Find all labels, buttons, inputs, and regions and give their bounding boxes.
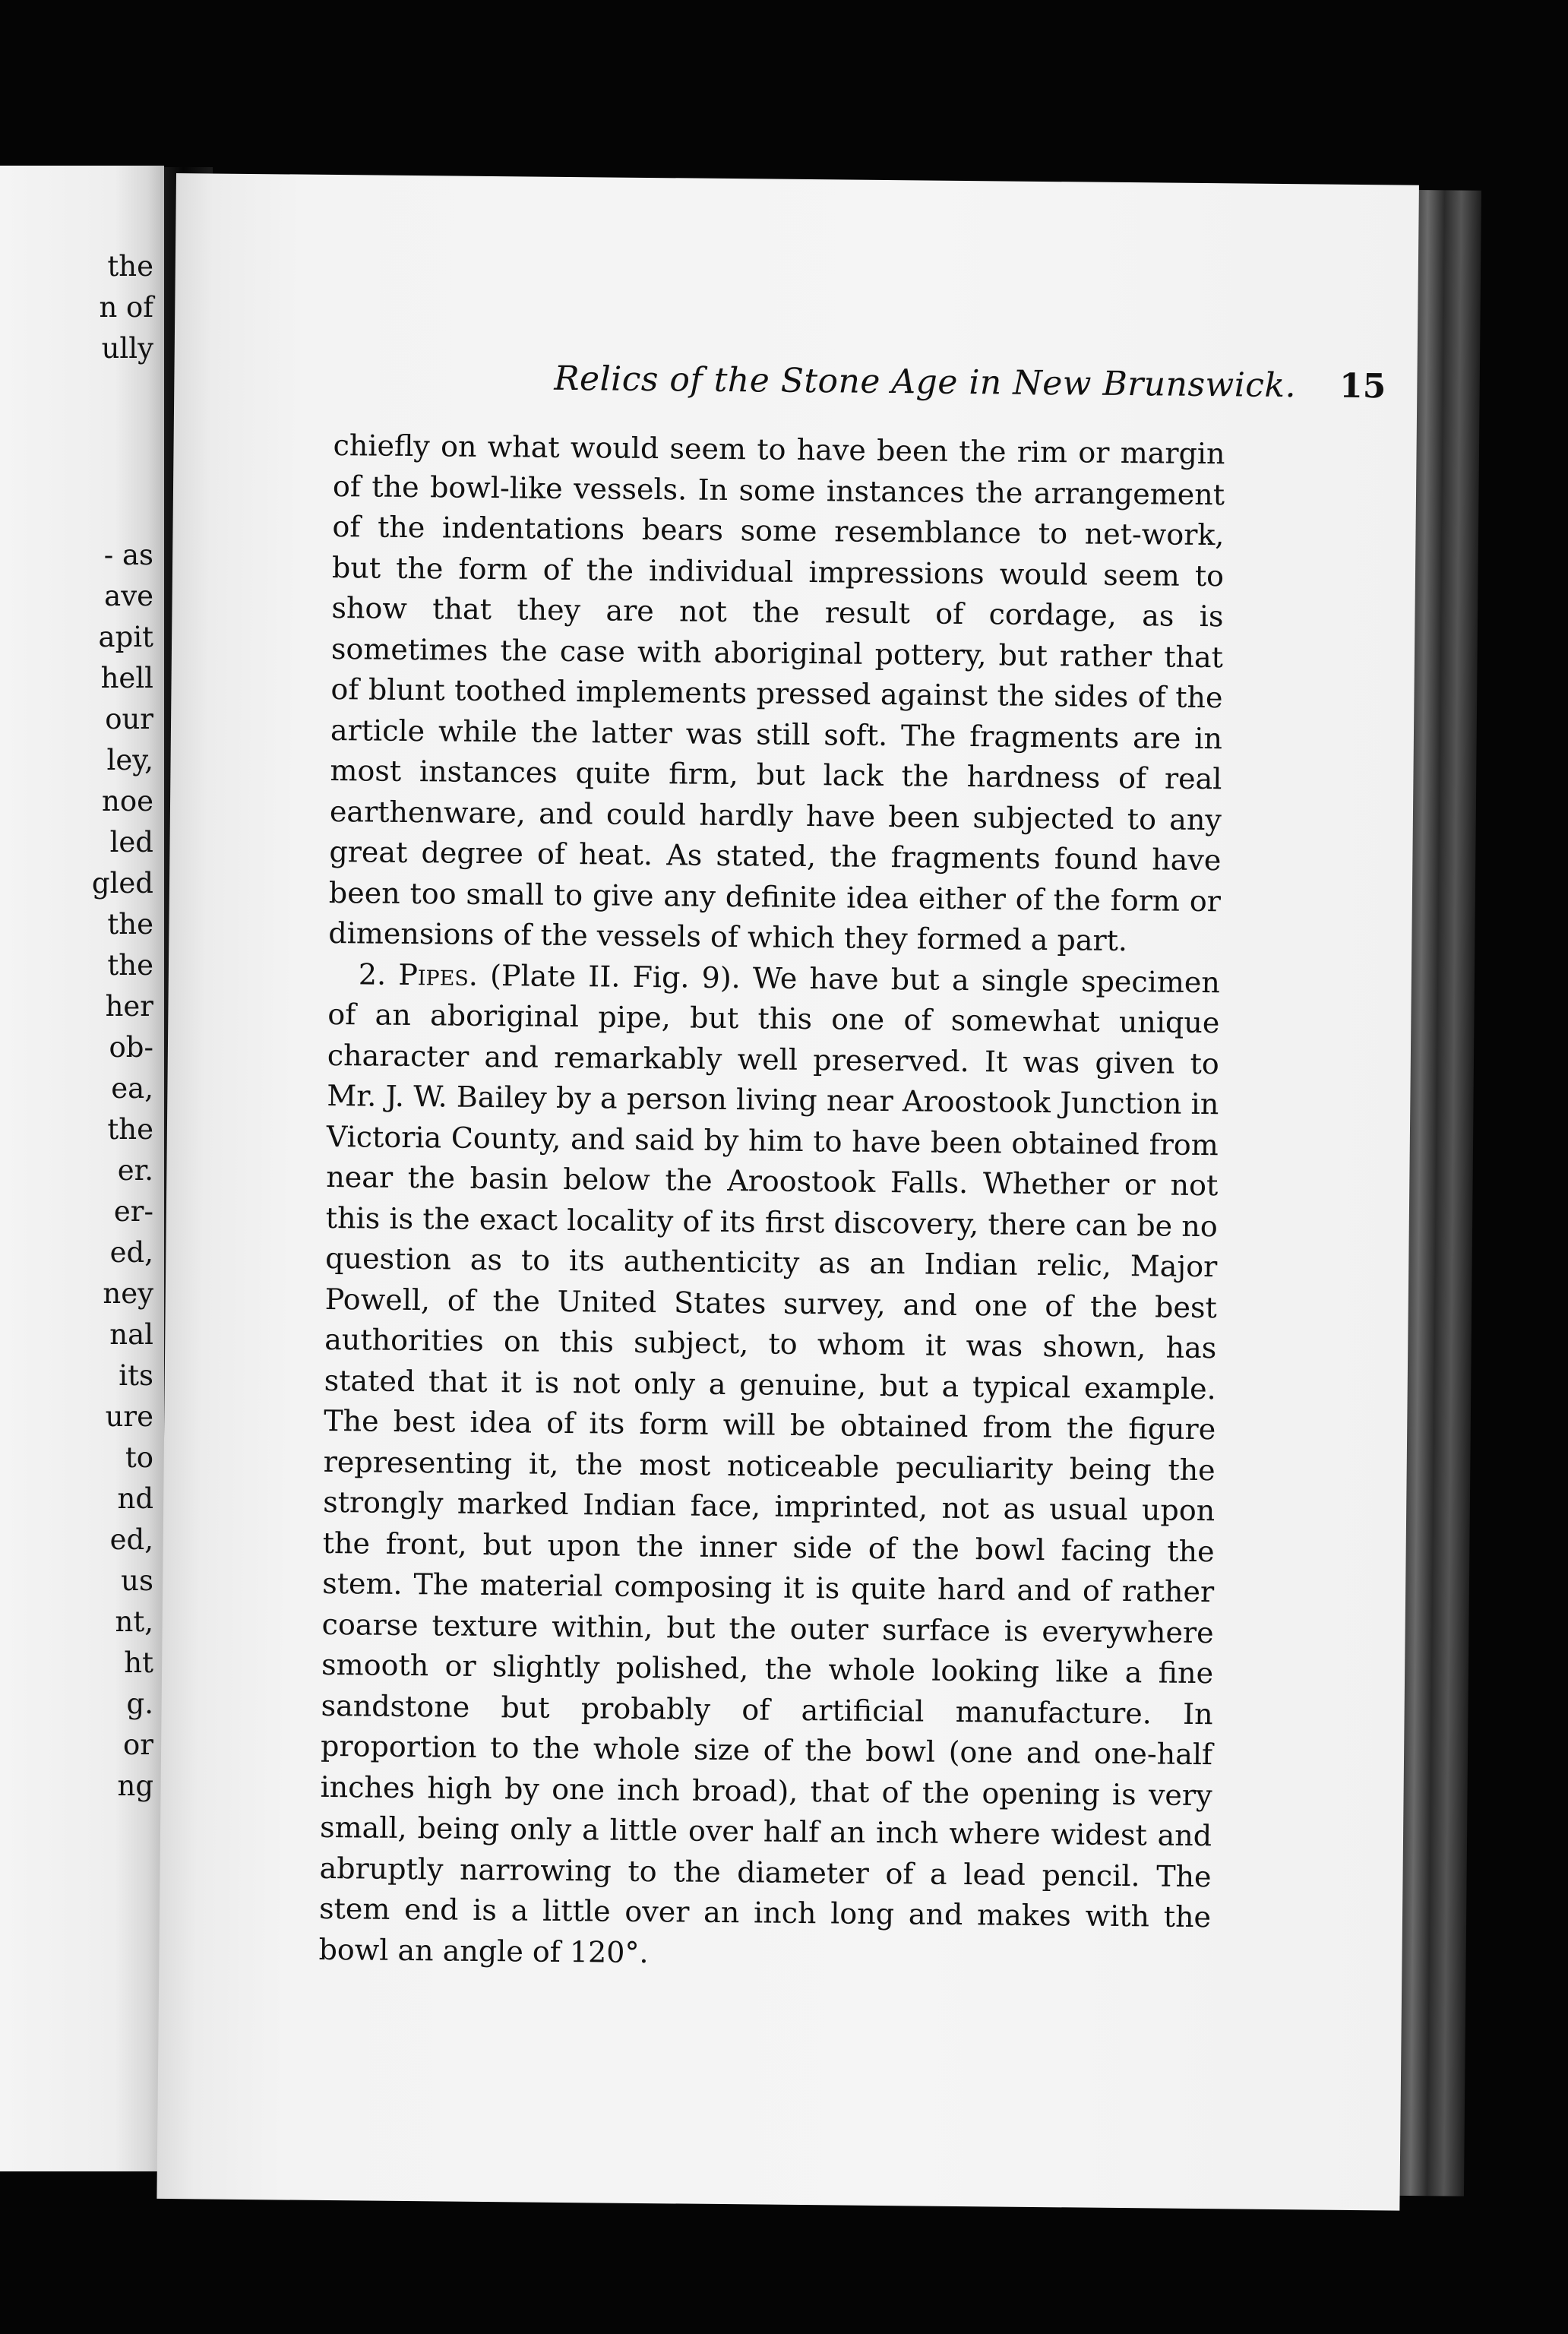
left-page-fragment: nal [109, 1318, 153, 1351]
left-page-fragment: its [119, 1359, 153, 1392]
left-page-fragment: or [123, 1728, 153, 1761]
left-page-fragment: ure [105, 1400, 153, 1433]
running-title: Relics of the Stone Age in New Brunswick. [554, 359, 1297, 406]
paragraph-pottery: chiefly on what would seem to have been the rim or margin of the bowl-like vessels. In some instances the arrangement of the indentations bears some resemblance to net-work, but the form of the individual impressions would seem to show that they are not the result of cordage, as is sometimes the case with aboriginal pottery, but rather that of blunt toothed implements pressed against the sides of the article while the latter was still soft. The fragments are in most instances quite firm, but lack the hardness of real earthenware, and could hardly have been subjected to any great degree of heat. As stated, the fragments found have been too small to give any definite idea either of the form or dimensions of the vessels of which they formed a part. [328, 429, 1225, 958]
left-page-fragment: n of [99, 291, 153, 324]
left-page-fragment: led [109, 826, 153, 859]
body-text [318, 425, 1225, 1978]
section-title: Pipes. [398, 957, 479, 992]
left-page-fragment: ully [101, 332, 153, 365]
left-page-fragment: the [107, 1113, 153, 1146]
left-page-fragment: ht [124, 1646, 153, 1679]
left-page-fragment: noe [101, 785, 153, 818]
paragraph-pipes-text: (Plate II. Fig. 9). We have but a single specimen of an aboriginal pipe, but this one of somewhat unique character and remarkably well preserved. It was given to Mr. J. W. Bailey by a person living near Aroostook Junction in Victoria County, and said by him to have been obtained from near the basin below the Aroostook Falls. Whether or not this is the exact locality of its first discovery, there can be no question as to its authenticity as an Indian relic, Major Powell, of the United States survey, and one of the best authorities on this subject, to whom it was shown, has stated that it is not only a genuine, but a typical example. The best idea of its form will be obtained from the figure representing it, the most noticeable peculiarity being the strongly marked Indian face, imprinted, not as usual upon the front, but upon the inner side of the bowl facing the stem. The material composing it is quite hard and of rather coarse texture within, but the outer surface is everywhere smooth or slightly polished, the whole looking like a fine sandstone but probably of artificial manufacture. In proportion to the whole size of the bowl (one and one-half inches high by one inch broad), that of the opening is very small, being only a little over half an inch where widest and abruptly narrowing to the diameter of a lead pencil. The stem end is a little over an inch long and makes with the bowl an angle of 120°. [318, 958, 1221, 1969]
left-page-fragment: ney [103, 1277, 153, 1310]
right-page [156, 173, 1419, 2211]
left-page-fragment: ea, [111, 1072, 153, 1105]
left-page-fragment: ley, [106, 744, 153, 776]
left-page-fragment: the [107, 250, 153, 283]
left-page-fragment: - as [103, 539, 153, 571]
left-page-fragment: nt, [115, 1605, 153, 1638]
left-page-fragment: gled [91, 867, 153, 900]
left-page-fragment: ob- [109, 1031, 153, 1064]
left-page-fragment: ng [117, 1769, 153, 1802]
left-page-fragment: ed, [109, 1523, 153, 1556]
paragraph-pipes [318, 954, 1220, 1978]
left-page-fragment: er- [113, 1195, 153, 1228]
left-page-fragment: ave [104, 580, 153, 612]
left-page-fragment: her [105, 990, 153, 1023]
page-number: 15 [1339, 366, 1386, 406]
left-page-fragment: hell [100, 662, 153, 694]
left-page-fragment: er. [117, 1154, 153, 1187]
left-page-fragment: our [105, 703, 153, 735]
left-facing-page [0, 166, 164, 2171]
left-page-fragment: the [107, 949, 153, 982]
left-page-fragment: nd [117, 1482, 153, 1515]
section-number: 2. [358, 957, 387, 991]
left-page-fragment: the [107, 908, 153, 941]
left-page-fragment: apit [98, 621, 153, 653]
left-page-fragment: ed, [109, 1236, 153, 1269]
page-header [326, 349, 1390, 420]
left-page-fragment: to [125, 1441, 153, 1474]
left-page-fragment: us [121, 1564, 153, 1597]
left-page-fragment: g. [126, 1687, 153, 1720]
